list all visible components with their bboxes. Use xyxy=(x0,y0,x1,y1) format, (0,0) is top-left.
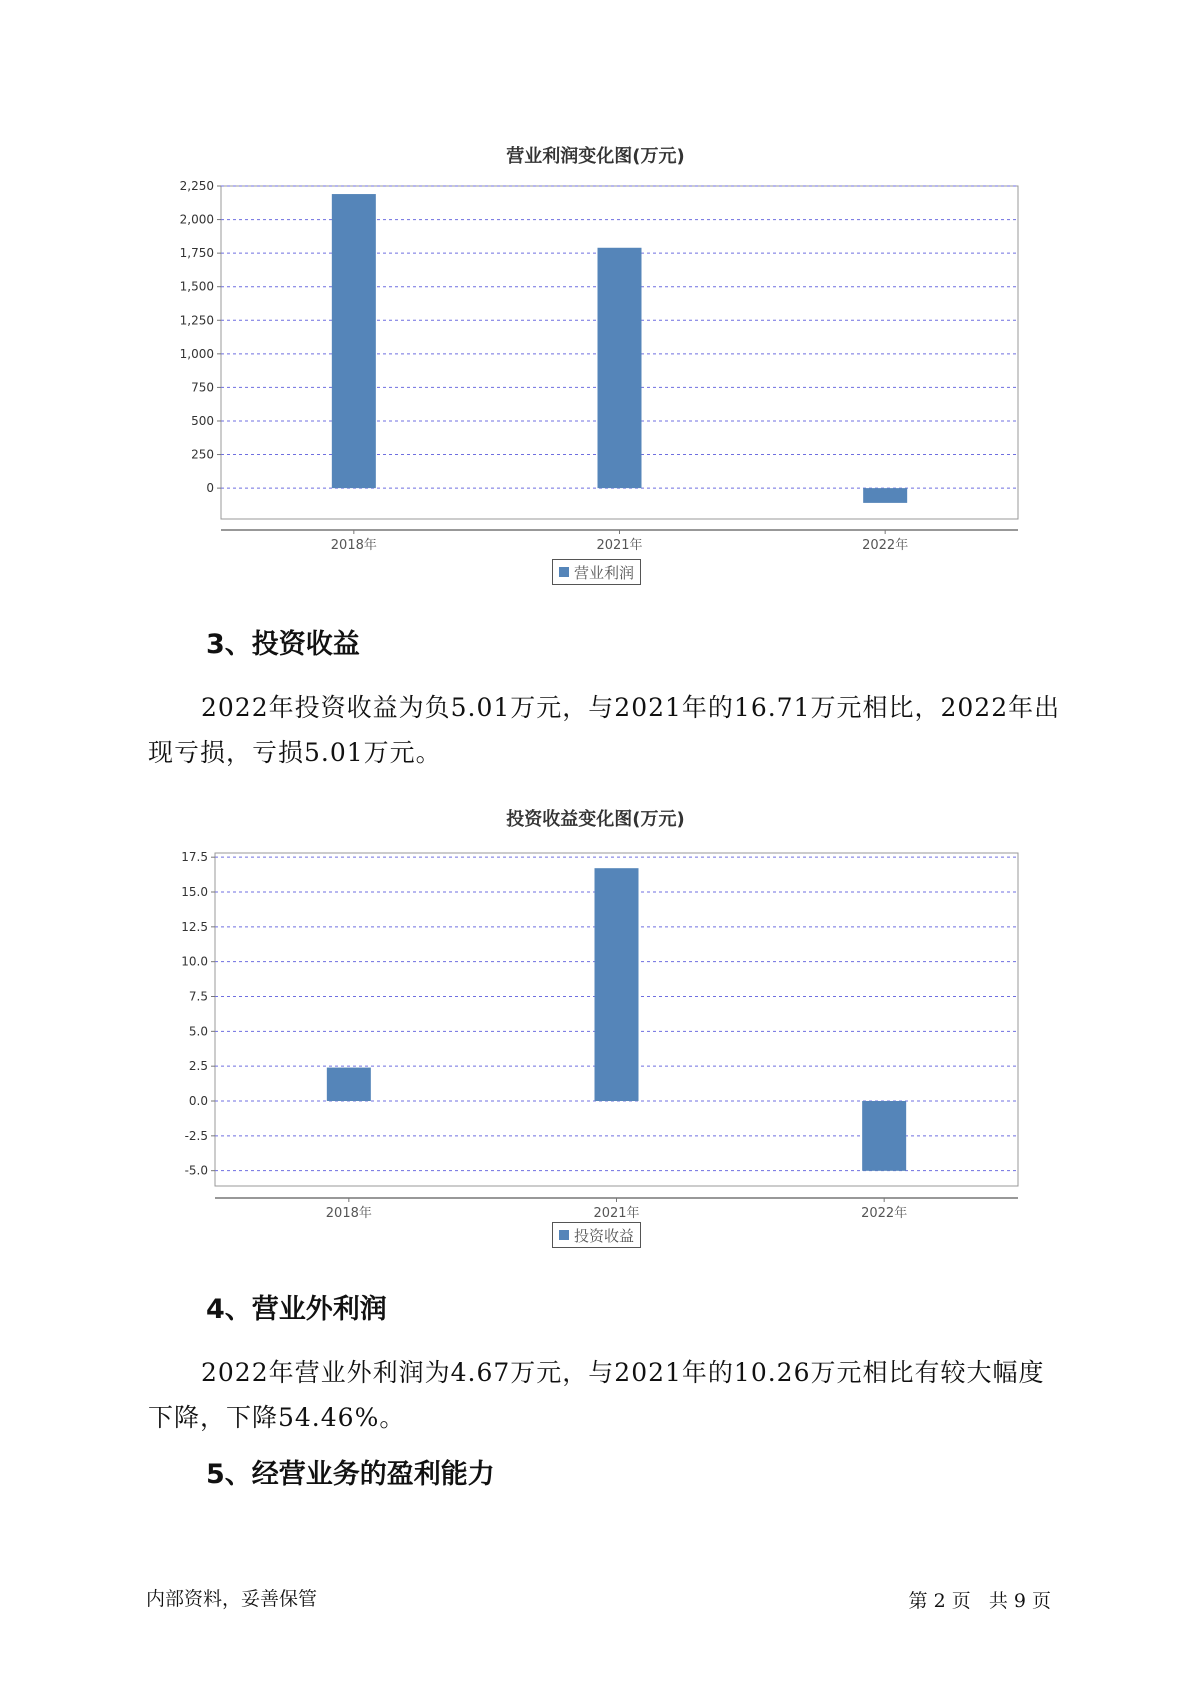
y-tick-label: -2.5 xyxy=(184,1128,208,1143)
y-tick-label: -5.0 xyxy=(184,1163,208,1178)
legend-swatch xyxy=(559,1230,569,1240)
chart2-legend xyxy=(552,1222,641,1248)
y-tick-label: 5.0 xyxy=(188,1024,208,1039)
x-tick-label: 2018年 xyxy=(325,1206,372,1221)
y-tick-label: 1,000 xyxy=(179,346,214,361)
footer-confidential-note: 内部资料，妥善保管 xyxy=(146,1588,318,1610)
y-tick-label: 12.5 xyxy=(181,919,208,934)
y-tick-label: 17.5 xyxy=(181,850,208,865)
y-tick-label: 2,000 xyxy=(179,212,214,227)
y-tick-label: 10.0 xyxy=(181,954,208,969)
section-4-heading: 4、营业外利润 xyxy=(206,1294,387,1325)
y-tick-label: 1,250 xyxy=(179,313,214,328)
y-tick-label: 1,500 xyxy=(179,279,214,294)
y-tick-label: 0 xyxy=(206,481,214,496)
x-tick-label: 2018年 xyxy=(330,538,377,553)
chart1-title: 营业利润变化图(万元) xyxy=(506,146,685,167)
section-5-heading: 5、经营业务的盈利能力 xyxy=(206,1459,495,1490)
section-4-paragraph: 2022年营业外利润为4.67万元，与2021年的10.26万元相比有较大幅度下降，下降54.46%。 xyxy=(148,1358,1045,1432)
chart1-legend-label: 营业利润 xyxy=(574,563,635,582)
y-tick-label: 15.0 xyxy=(181,885,208,900)
chart2-legend-label: 投资收益 xyxy=(574,1226,635,1245)
x-tick-label: 2021年 xyxy=(596,538,643,553)
x-tick-label: 2022年 xyxy=(861,1206,908,1221)
y-tick-label: 250 xyxy=(191,447,214,462)
y-tick-label: 2.5 xyxy=(188,1059,208,1074)
x-tick-label: 2022年 xyxy=(862,538,909,553)
bar-2021年 xyxy=(595,868,639,1101)
section-3-paragraph: 2022年投资收益为负5.01万元，与2021年的16.71万元相比，2022年出现亏损，亏损5.01万元。 xyxy=(148,693,1061,767)
bar-2022年 xyxy=(862,1101,906,1171)
chart2-title: 投资收益变化图(万元) xyxy=(506,809,685,830)
y-tick-label: 750 xyxy=(191,380,214,395)
x-tick-label: 2021年 xyxy=(593,1206,640,1221)
section-3-heading: 3、投资收益 xyxy=(206,629,360,660)
y-tick-label: 7.5 xyxy=(188,989,208,1004)
y-tick-label: 1,750 xyxy=(179,246,214,261)
bar-2018年 xyxy=(327,1068,371,1101)
footer-page-number: 第 2 页 共 9 页 xyxy=(908,1590,1051,1612)
y-tick-label: 0.0 xyxy=(188,1094,208,1109)
y-tick-label: 2,250 xyxy=(179,179,214,193)
y-tick-label: 500 xyxy=(191,413,214,428)
